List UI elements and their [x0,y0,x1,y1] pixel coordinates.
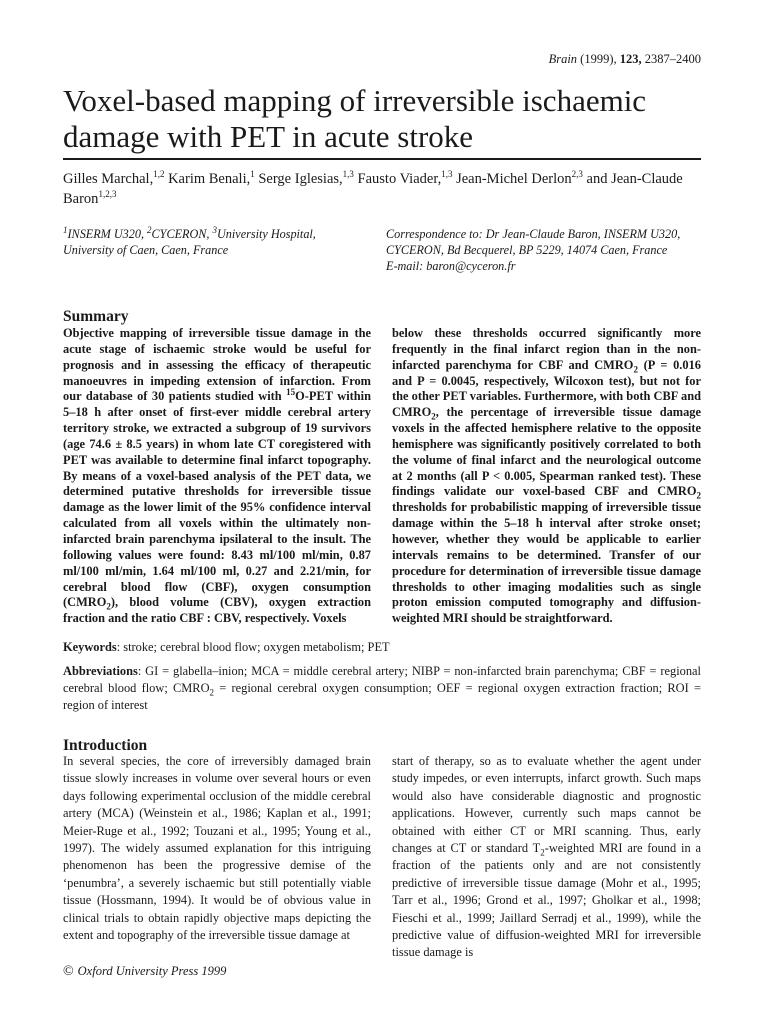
author-affiliation-mark: 1,3 [441,169,453,180]
subscript: 2 [633,364,638,375]
introduction-text-left: In several species, the core of irreversibly damaged brain tissue slowly increases in volume over several hours or even days following experimental occlusion of the middle cerebral artery (MCA) (Weinstein et al., 1986; Kaplan et al., 1991; Meier-Ruge et al., 1992; Touzani et al., 1995; Young et al., 1997). The widely assumed explanation for this intriguing phenomenon has been the progressive demise of the ‘penumbra’, a severely ischaemic but still potentially viable tissue (Hossmann, 1994). It would be of obvious value in clinical trials to obtain rapidly objective maps depicting the extent and topography of the irreversible tissue damage at [63,754,371,943]
author-affiliation-mark: 1,3 [342,169,354,180]
affiliation-text: University Hospital, University of Caen, Caen, France [63,227,316,257]
abbreviations [63,663,701,714]
subscript: 2 [540,847,545,858]
keywords-text: : stroke; cerebral blood flow; oxygen metabolism; PET [116,640,390,654]
isotope-superscript: 15 [286,387,296,398]
author-name: Serge Iglesias, [254,171,343,187]
journal-pages: 2387–2400 [644,52,701,66]
summary-text: Objective mapping of irreversible tissue damage in the acute stage of ischaemic stroke would be useful for prognosis and in assessing the efficacy of therapeutic manoeuvres in impeding extension of infarction. From our database of 30 patients studied with [63,326,371,404]
summary-text: ), blood volume (CBV), oxygen extraction fraction and the ratio CBF : CBV, respectively. Voxels [63,595,371,626]
summary-heading: Summary [63,308,129,325]
summary-text: , the percentage of irreversible tissue damage voxels in the affected hemisphere relative to the opposite hemisphere was significantly positively correlated to both the volume of final infarct and the neurological outcome at 2 months (all P < 0.005, Spearman ranked test). These findings validate our voxel-based CBF and CMRO [392,405,701,499]
copyright-symbol: © [63,964,74,979]
journal-reference [549,52,701,67]
introduction-heading: Introduction [63,737,148,754]
journal-year: (1999), [580,52,617,66]
title-divider [63,158,701,160]
summary-text: (P = 0.016 and P = 0.0045, respectively, Wilcoxon test), but not for the other PET variables. Furthermore, with both CBF and CMRO [392,357,701,420]
affiliation-mark: 1 [63,224,68,235]
introduction-text-right [392,753,701,962]
summary-text: O-PET within 5–18 h after onset of first-ever middle cerebral artery territory stroke, we extracted a subgroup of 19 survivors (age 74.6 ± 8.5 years) in whom late CT coregistered with PET was available to determine final infarct topography. By means of a voxel-based analysis of the PET data, we determined putative thresholds for irreversible tissue damage as the lower limit of the 95% confidence interval calculated from all voxels within the ultimately non-infarcted brain parenchyma ipsilateral to the insult. The following values were found: 8.43 ml/100 ml/min, 0.87 ml/100 ml/min, 1.64 ml/100 ml, 0.27 and 2.21/min, for cerebral blood flow (CBF), oxygen consumption (CMRO [63,389,371,610]
author-name: Gilles Marchal, [63,171,154,187]
author-affiliation-mark: 1 [250,169,255,180]
introduction-text: start of therapy, so as to evaluate whether the agent under study impedes, or even interrupts, infarct growth. Such maps would also have considerable diagnostic and prognostic applications. However, currently such maps cannot be obtained with either CT or MRI scanning. Thus, early changes at CT or standard T [392,754,701,856]
summary-text-left [63,326,371,627]
correspondence [386,226,702,274]
correspondence-email: E-mail: baron@cyceron.fr [386,259,516,273]
affiliation-mark: 2 [147,224,152,235]
keywords-label: Keywords [63,640,117,654]
abbreviations-label: Abbreviations [63,664,138,678]
author-affiliation-mark: 1,2 [153,169,165,180]
abbreviations-text: : GI = glabella–inion; MCA = middle cerebral artery; NIBP = non-infarcted brain parenchyma; CBF = regional cerebral blood flow; CMRO [63,664,701,695]
affiliation-text: INSERM U320, [67,227,148,241]
affiliation-text: CYCERON, [151,227,213,241]
journal-name: Brain [548,52,578,66]
subscript: 2 [106,601,111,612]
journal-volume: 123, [619,52,642,66]
subscript: 2 [696,490,701,501]
affiliations [63,226,343,258]
author-name: Karim Benali, [164,171,251,187]
copyright-text: Oxford University Press 1999 [77,964,227,978]
subscript: 2 [209,687,215,698]
author-list [63,170,703,209]
keywords [63,639,703,655]
author-name: and Jean-Claude Baron [63,171,683,207]
author-name: Fausto Viader, [353,171,442,187]
subscript: 2 [431,411,436,422]
author-affiliation-mark: 2,3 [571,169,583,180]
author-affiliation-mark: 1,2,3 [98,188,117,199]
article-title: Voxel-based mapping of irreversible ischaemic damage with PET in acute stroke [63,83,647,154]
author-name: Jean-Michel Derlon [452,171,572,187]
summary-text: below these thresholds occurred significantly more frequently in the final infarct region than in the non-infarcted parenchyma for CBF and CMRO [392,326,701,372]
correspondence-address: Correspondence to: Dr Jean-Claude Baron, INSERM U320, CYCERON, Bd Becquerel, BP 5229, 14074 Caen, France [386,227,681,257]
summary-text-right [392,326,701,627]
summary-text: thresholds for probabilistic mapping of irreversible tissue damage within the 5–18 h interval after stroke onset; however, whether they would be applicable to earlier intervals remains to be determined. Transfer of our procedure for determination of irreversible tissue damage thresholds to other imaging modalities such as single proton emission computed tomography and diffusion-weighted MRI should be straightforward. [392,500,701,626]
affiliation-mark: 3 [212,224,217,235]
copyright-notice [63,964,226,980]
abbreviations-text: = regional cerebral oxygen consumption; OEF = regional oxygen extraction fraction; ROI = region of interest [63,681,701,712]
introduction-text: -weighted MRI are found in a fraction of the patients only and are not consistently predictive of irreversible tissue damage (Mohr et al., 1995; Tarr et al., 1996; Grond et al., 1997; Gholkar et al., 1998; Fieschi et al., 1999; Jaillard Serradj et al., 1999), while the predictive value of diffusion-weighted MRI for irreversible tissue damage is [392,841,701,960]
